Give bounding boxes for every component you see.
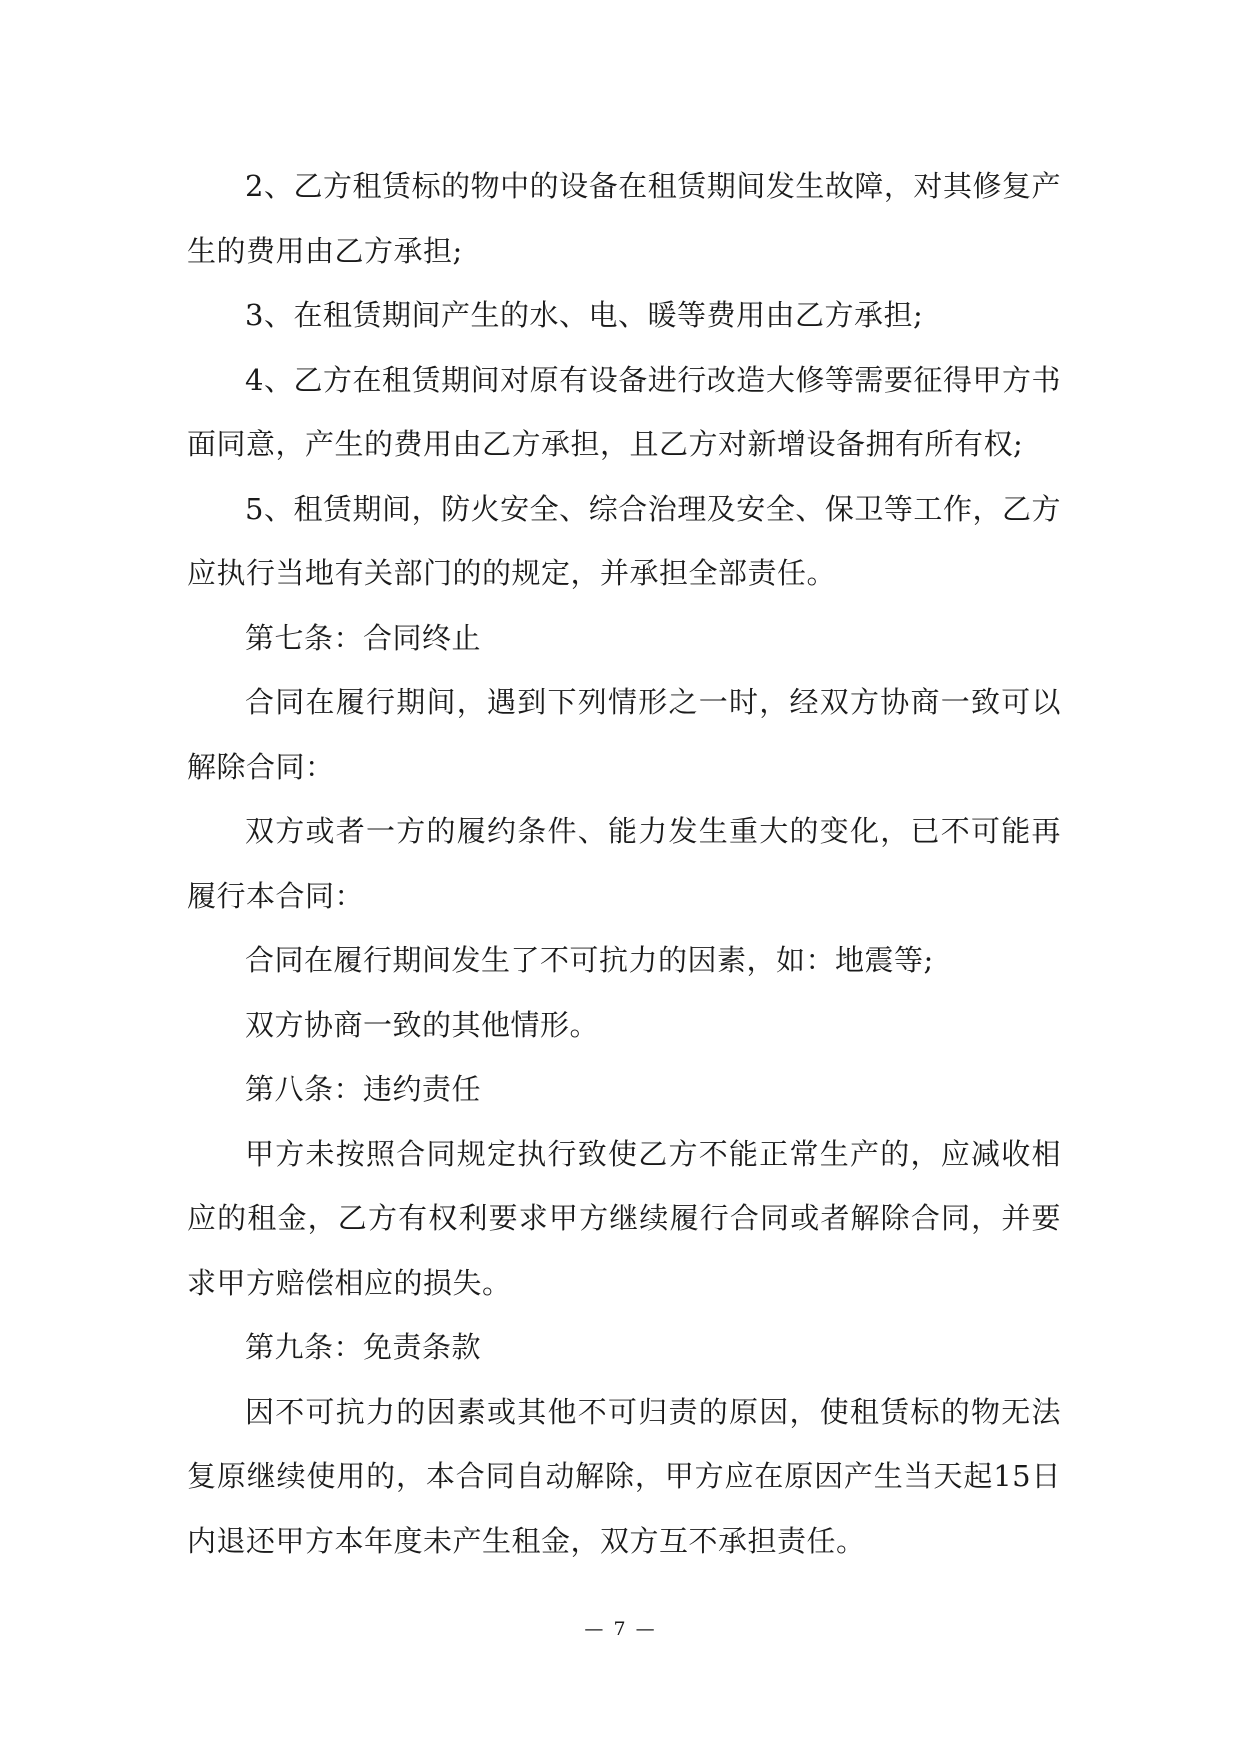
- article-9-heading: 第九条：免责条款: [245, 1330, 482, 1364]
- termination-case-2: 合同在履行期间发生了不可抗力的因素，如：地震等;: [245, 943, 934, 977]
- clause-item-2: 2、乙方租赁标的物中的设备在租赁期间发生故障，对其修复产生的费用由乙方承担;: [187, 169, 1061, 268]
- clause-item-4: 4、乙方在租赁期间对原有设备进行改造大修等需要征得甲方书面同意，产生的费用由乙方承担，且乙方对新增设备拥有所有权;: [187, 362, 1061, 461]
- clause-item-5: 5、租赁期间，防火安全、综合治理及安全、保卫等工作，乙方应执行当地有关部门的的规定，并承担全部责任。: [187, 491, 1061, 590]
- page-number: — 7 —: [584, 1618, 657, 1640]
- document-body: [187, 154, 1061, 1573]
- article-8-heading: 第八条：违约责任: [245, 1072, 482, 1106]
- termination-case-3: 双方协商一致的其他情形。: [245, 1007, 600, 1042]
- breach-liability-text: 甲方未按照合同规定执行致使乙方不能正常生产的，应减收相应的租金，乙方有权利要求甲方继续履行合同或者解除合同，并要求甲方赔偿相应的损失。: [187, 1136, 1061, 1300]
- clause-item-3: 3、在租赁期间产生的水、电、暖等费用由乙方承担;: [245, 298, 924, 332]
- article-7-heading: 第七条：合同终止: [245, 620, 482, 655]
- exemption-clause-text: 因不可抗力的因素或其他不可归责的原因，使租赁标的物无法复原继续使用的，本合同自动解除，甲方应在原因产生当天起15日内退还甲方本年度未产生租金，双方互不承担责任。: [187, 1394, 1061, 1558]
- termination-case-1: 双方或者一方的履约条件、能力发生重大的变化，已不可能再履行本合同：: [187, 814, 1061, 913]
- termination-intro: 合同在履行期间，遇到下列情形之一时，经双方协商一致可以解除合同：: [187, 685, 1061, 784]
